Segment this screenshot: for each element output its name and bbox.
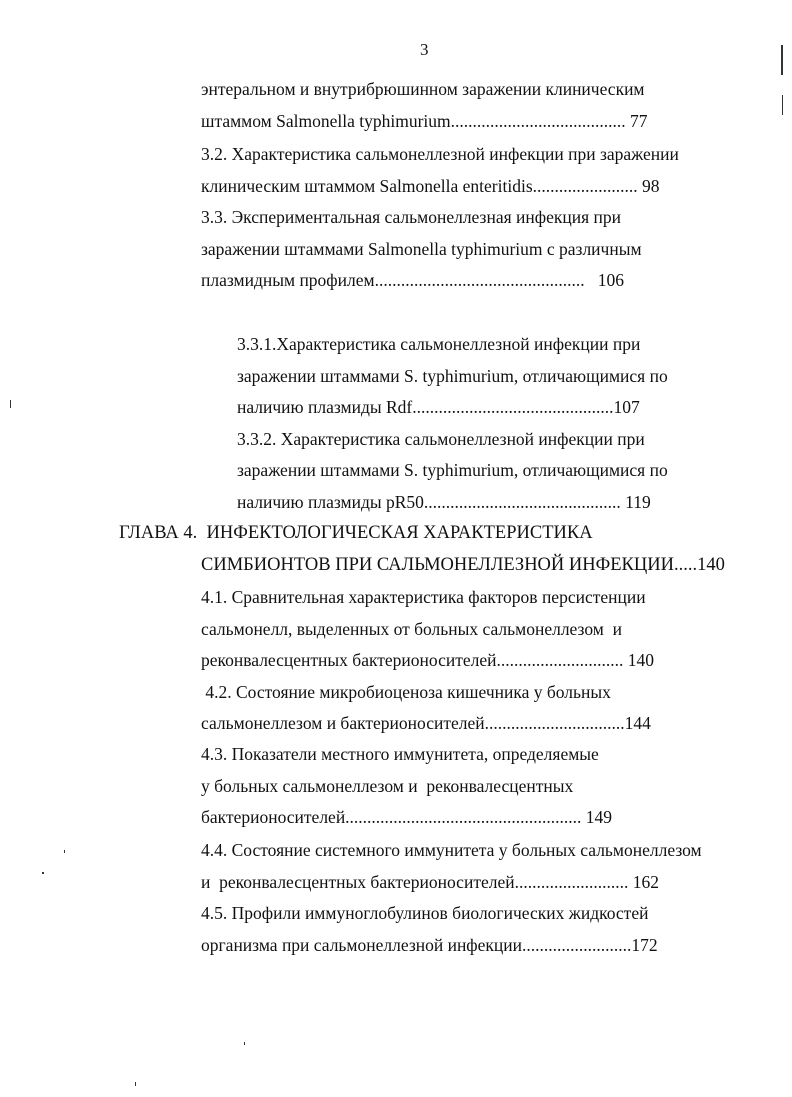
- chapter-heading: СИМБИОНТОВ ПРИ САЛЬМОНЕЛЛЕЗНОЙ ИНФЕКЦИИ.....140: [201, 555, 725, 575]
- toc-line: 3.3.1.Характеристика сальмонеллезной инфекции при: [237, 334, 641, 354]
- toc-line: 4.2. Состояние микробиоценоза кишечника у больных: [201, 682, 611, 702]
- toc-line: наличию плазмиды Rdf..............................................107: [237, 397, 640, 417]
- scan-speck: [64, 850, 65, 853]
- toc-line: бактерионосителей...................................................... 149: [201, 807, 613, 827]
- toc-line: штаммом Salmonella typhimurium........................................ 77: [201, 111, 648, 131]
- toc-line: сальмонеллезом и бактерионосителей................................144: [201, 713, 651, 733]
- toc-line: клиническим штаммом Salmonella enteritidis........................ 98: [201, 176, 660, 196]
- scan-speck: [244, 1042, 245, 1045]
- toc-line: заражении штаммами Salmonella typhimurium с различным: [201, 239, 642, 259]
- toc-line: реконвалесцентных бактерионосителей............................. 140: [201, 650, 654, 670]
- toc-line: 3.3. Экспериментальная сальмонеллезная инфекция при: [201, 207, 621, 227]
- toc-line: 4.1. Сравнительная характеристика факторов персистенции: [201, 587, 646, 607]
- toc-line: наличию плазмиды pR50............................................. 119: [237, 492, 651, 512]
- toc-line: заражении штаммами S. typhimurium, отличающимися по: [237, 366, 668, 386]
- scan-edge-mark: [781, 45, 783, 75]
- toc-line: 3.2. Характеристика сальмонеллезной инфекции при заражении: [201, 144, 679, 164]
- toc-line: заражении штаммами S. typhimurium, отличающимися по: [237, 460, 668, 480]
- toc-line: энтеральном и внутрибрюшинном заражении клиническим: [201, 79, 645, 99]
- scan-speck: [42, 872, 44, 874]
- scan-speck: [10, 400, 11, 408]
- toc-line: 4.5. Профили иммуноглобулинов биологических жидкостей: [201, 903, 649, 923]
- scan-edge-mark: [782, 95, 783, 115]
- toc-line: и реконвалесцентных бактерионосителей.......................... 162: [201, 872, 659, 892]
- toc-line: 4.3. Показатели местного иммунитета, определяемые: [201, 744, 599, 764]
- toc-line: 4.4. Состояние системного иммунитета у больных сальмонеллезом: [201, 840, 702, 860]
- toc-line: сальмонелл, выделенных от больных сальмонеллезом и: [201, 619, 622, 639]
- toc-line: у больных сальмонеллезом и реконвалесцентных: [201, 776, 574, 796]
- toc-line: плазмидным профилем................................................ 106: [201, 270, 624, 290]
- scan-speck: [135, 1082, 136, 1086]
- toc-line: 3.3.2. Характеристика сальмонеллезной инфекции при: [237, 429, 645, 449]
- toc-line: организма при сальмонеллезной инфекции.........................172: [201, 935, 658, 955]
- page-number: 3: [420, 40, 429, 59]
- chapter-heading: ГЛАВА 4. ИНФЕКТОЛОГИЧЕСКАЯ ХАРАКТЕРИСТИКА: [119, 523, 593, 543]
